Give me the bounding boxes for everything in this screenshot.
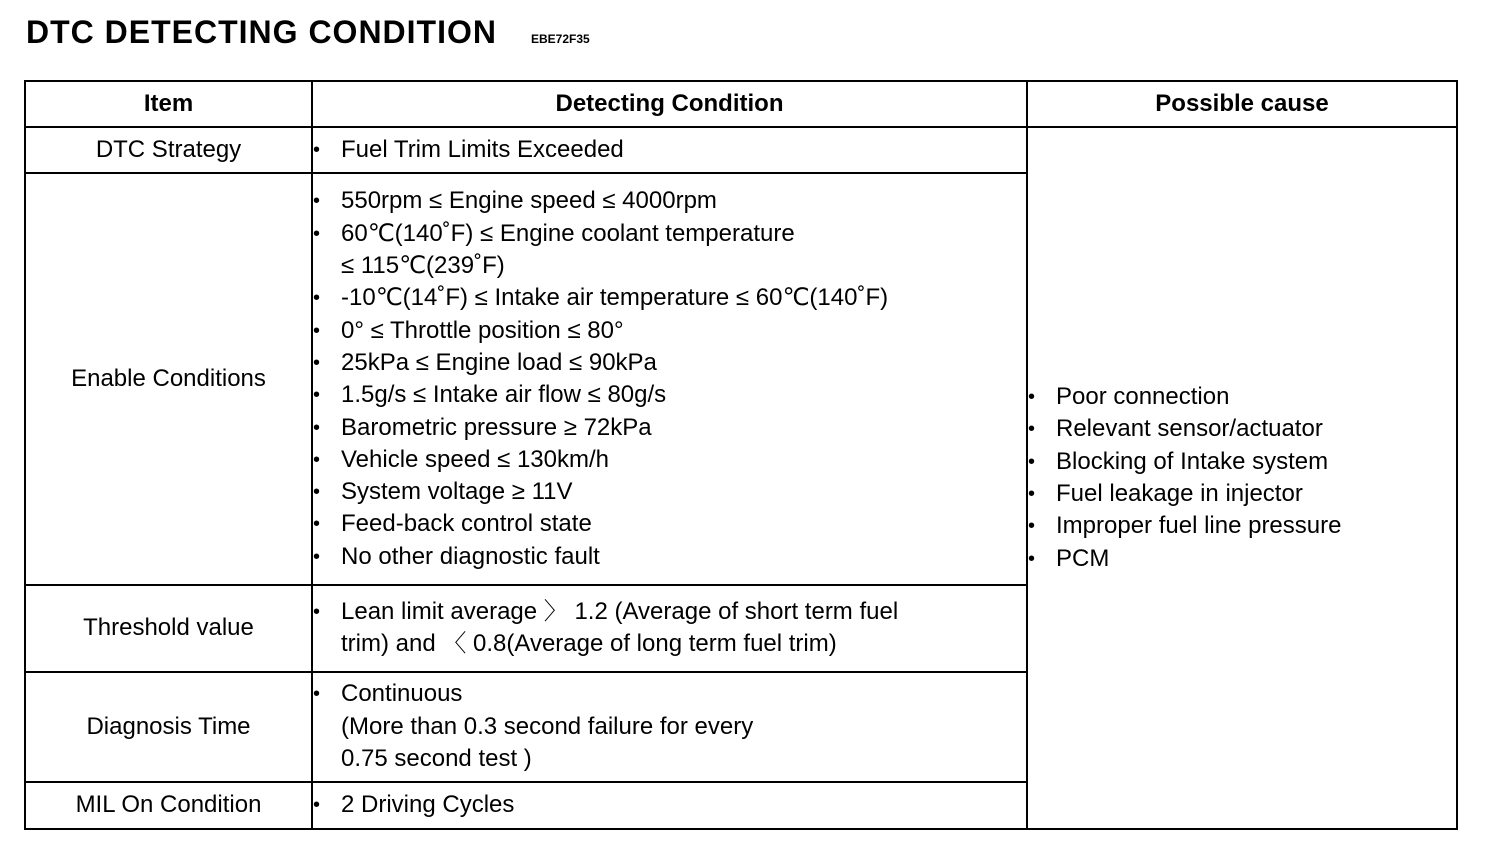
cause-bullet: • PCM bbox=[1028, 543, 1456, 575]
condition-text-continued: (More than 0.3 second failure for every bbox=[341, 712, 754, 740]
condition-bullet: • 550rpm ≤ Engine speed ≤ 4000rpm bbox=[313, 185, 1026, 217]
condition-mil-on-condition bbox=[312, 782, 1027, 829]
item-enable-conditions: Enable Conditions bbox=[25, 173, 312, 585]
column-header-possible-cause: Possible cause bbox=[1027, 81, 1457, 127]
condition-bullet: • 2 Driving Cycles bbox=[313, 789, 1026, 821]
document-code: EBE72F35 bbox=[530, 32, 590, 46]
possible-cause-cell bbox=[1027, 127, 1457, 829]
item-mil-on-condition: MIL On Condition bbox=[25, 782, 312, 829]
condition-bullet bbox=[313, 678, 1026, 775]
condition-bullet: • Feed-back control state bbox=[313, 508, 1026, 540]
item-threshold-value: Threshold value bbox=[25, 585, 312, 671]
condition-bullet: • Barometric pressure ≥ 72kPa bbox=[313, 412, 1026, 444]
condition-text: • Continuous bbox=[341, 680, 463, 708]
table-row-dtc-strategy bbox=[25, 127, 1457, 173]
cause-bullet: • Blocking of Intake system bbox=[1028, 446, 1456, 478]
condition-bullet bbox=[313, 596, 1026, 661]
column-header-item: Item bbox=[25, 81, 312, 127]
page-heading bbox=[26, 14, 590, 51]
dtc-condition-table bbox=[24, 80, 1458, 830]
condition-bullet: • 1.5g/s ≤ Intake air flow ≤ 80g/s bbox=[313, 379, 1026, 411]
condition-dtc-strategy bbox=[312, 127, 1027, 173]
condition-text-continued: 0.75 second test ) bbox=[341, 744, 532, 772]
table-header-row bbox=[25, 81, 1457, 127]
page-title: DTC DETECTING CONDITION bbox=[26, 14, 497, 50]
cause-bullet: • Poor connection bbox=[1028, 381, 1456, 413]
condition-bullet: • Vehicle speed ≤ 130km/h bbox=[313, 444, 1026, 476]
condition-text-continued: ≤ 115℃(239˚F) bbox=[341, 252, 505, 280]
condition-bullet: • No other diagnostic fault bbox=[313, 541, 1026, 573]
cause-bullet: • Relevant sensor/actuator bbox=[1028, 413, 1456, 445]
condition-diagnosis-time bbox=[312, 672, 1027, 782]
condition-bullet: • System voltage ≥ 11V bbox=[313, 476, 1026, 508]
item-diagnosis-time: Diagnosis Time bbox=[25, 672, 312, 782]
condition-bullet: • Fuel Trim Limits Exceeded bbox=[313, 134, 1026, 166]
condition-bullet: • 25kPa ≤ Engine load ≤ 90kPa bbox=[313, 347, 1026, 379]
cause-bullet: • Improper fuel line pressure bbox=[1028, 510, 1456, 542]
column-header-detecting-condition: Detecting Condition bbox=[312, 81, 1027, 127]
condition-text: • Lean limit average 〉 1.2 (Average of short term fuel bbox=[341, 598, 899, 626]
condition-enable-conditions bbox=[312, 173, 1027, 585]
condition-text-continued: trim) and 〈 0.8(Average of long term fuel trim) bbox=[341, 630, 837, 658]
condition-threshold-value bbox=[312, 585, 1027, 671]
condition-bullet bbox=[313, 218, 1026, 283]
condition-text: • 60℃(140˚F) ≤ Engine coolant temperature bbox=[341, 219, 795, 247]
item-dtc-strategy: DTC Strategy bbox=[25, 127, 312, 173]
condition-bullet: • 0° ≤ Throttle position ≤ 80° bbox=[313, 315, 1026, 347]
cause-bullet: • Fuel leakage in injector bbox=[1028, 478, 1456, 510]
condition-bullet: • -10℃(14˚F) ≤ Intake air temperature ≤ 60℃(140˚F) bbox=[313, 282, 1026, 314]
